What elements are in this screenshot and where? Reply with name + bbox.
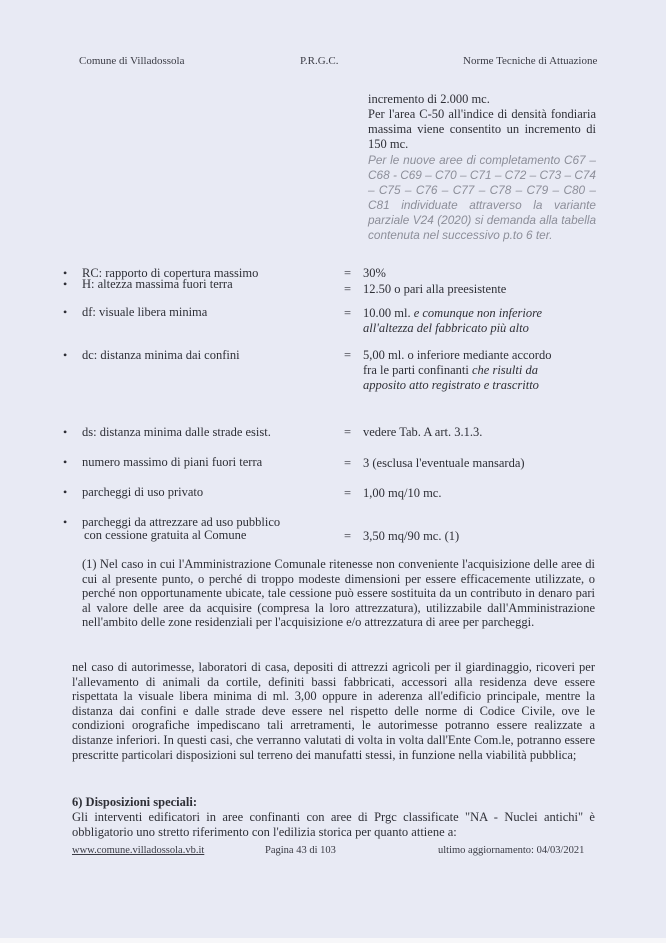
page-bottom-edge (0, 938, 666, 943)
page-number: Pagina 43 di 103 (265, 845, 336, 856)
section-text: Gli interventi edificatori in aree confinanti con aree di Prgc classificate "NA - Nuclei antichi" è obbligatorio uno stretto riferimento con l'edilizia storica per quanto attiene a: (72, 810, 595, 839)
param-label-public-parking: parcheggi da attrezzare ad uso pubblico (82, 515, 281, 529)
param-value-dc (363, 348, 553, 393)
param-value-ds: vedere Tab. A art. 3.1.3. (363, 425, 483, 439)
footnote-1: (1) Nel caso in cui l'Amministrazione Comunale ritenesse non conveniente l'acquisizione delle aree di cui al presente punto, o perché di troppo modeste dimensioni per essere efficacemente utilizzate, o perché non opportunamente ubicate, tale cessione può essere sostituita da un contributo in denaro pari al valore delle aree da acquisire (compresa la loro attrezzatura), utilizzabile dall'Amministrazione nell'ambito delle zone residenziali per l'acquisizione e/o attrezzatura di aree per parcheggi. (82, 557, 595, 630)
website-link[interactable]: www.comune.villadossola.vb.it (72, 845, 205, 856)
param-label-dc: dc: distanza minima dai confini (82, 348, 240, 362)
equals-sign: = (344, 266, 352, 280)
bullet-icon: • (63, 277, 68, 291)
header-municipality: Comune di Villadossola (79, 55, 185, 67)
equals-sign: = (344, 348, 352, 362)
bullet-icon: • (63, 266, 68, 280)
continuation-line-1: incremento di 2.000 mc. (368, 92, 490, 106)
equals-sign: = (344, 456, 352, 470)
param-value-dc-note: che risulti da apposito atto registrato e trascritto (363, 363, 539, 392)
header-prgc: P.R.G.C. (300, 55, 339, 67)
param-value-private-parking: 1,00 mq/10 mc. (363, 486, 442, 500)
param-value-rc: 30% (363, 266, 386, 280)
equals-sign: = (344, 425, 352, 439)
bullet-icon: • (63, 348, 68, 362)
equals-sign: = (344, 486, 352, 500)
last-updated: ultimo aggiornamento: 04/03/2021 (438, 845, 585, 856)
param-label-floors: numero massimo di piani fuori terra (82, 455, 263, 469)
equals-sign: = (344, 529, 352, 543)
bullet-icon: • (63, 425, 68, 439)
param-value-df (363, 306, 563, 336)
bullet-icon: • (63, 485, 68, 499)
param-value-public-parking: 3,50 mq/90 mc. (1) (363, 529, 460, 543)
param-label-rc: RC: rapporto di copertura massimo (82, 266, 259, 280)
param-value-floors: 3 (esclusa l'eventuale mansarda) (363, 456, 525, 470)
bullet-icon: • (63, 455, 68, 469)
bullet-icon: • (63, 515, 68, 529)
param-value-dc-main: 5,00 ml. o inferiore mediante accordo fra le parti confinanti (363, 348, 552, 377)
param-value-df-note: e comunque non inferiore all'altezza del fabbricato più alto (363, 306, 543, 335)
section-title: 6) Disposizioni speciali: (72, 795, 198, 809)
param-label-private-parking: parcheggi di uso privato (82, 485, 204, 499)
equals-sign: = (344, 282, 352, 296)
equals-sign: = (344, 306, 352, 320)
param-value-h: 12.50 o pari alla preesistente (363, 282, 507, 296)
bullet-icon: • (63, 305, 68, 319)
param-label-public-parking-2: con cessione gratuita al Comune (84, 528, 247, 542)
variant-v24-note: Per le nuove aree di completamento C67 – C68 - C69 – C70 – C71 – C72 – C73 – C74 – C75 – C76 – C77 – C78 – C79 – C80 – C81 individuate attraverso la variante parziale V24 (2020) si demanda alla tabella contenuta nel successivo p.to 6 ter. (368, 153, 596, 242)
param-label-h: H: altezza massima fuori terra (82, 277, 233, 291)
header-section-title: Norme Tecniche di Attuazione (463, 55, 598, 67)
param-value-df-main: 10.00 ml. (363, 306, 411, 320)
param-label-df: df: visuale libera minima (82, 305, 208, 319)
body-paragraph: nel caso di autorimesse, laboratori di casa, depositi di attrezzi agricoli per il giardinaggio, ricoveri per l'allevamento di animali da cortile, definiti bassi fabbricati, accessori alla residenza deve essere rispettata la visuale libera minima di ml. 3,00 oppure in aderenza all'edificio principale, mentre la distanza dai confini e dalle strade deve essere nel rispetto delle norme di Codice Civile, ove le condizioni orografiche impediscano tali arretramenti, le autorimesse potranno essere realizzate a distanze inferiori. In questi casi, che verranno valutati di volta in volta dall'Ente Com.le, potranno essere prescritte particolari disposizioni sul terreno dei manufatti stessi, in funzione nella viabilità pubblica; (72, 660, 595, 762)
continuation-c50-note: Per l'area C-50 all'indice di densità fondiaria massima viene consentito un incremento di 150 mc. (368, 107, 596, 151)
param-label-ds: ds: distanza minima dalle strade esist. (82, 425, 271, 439)
